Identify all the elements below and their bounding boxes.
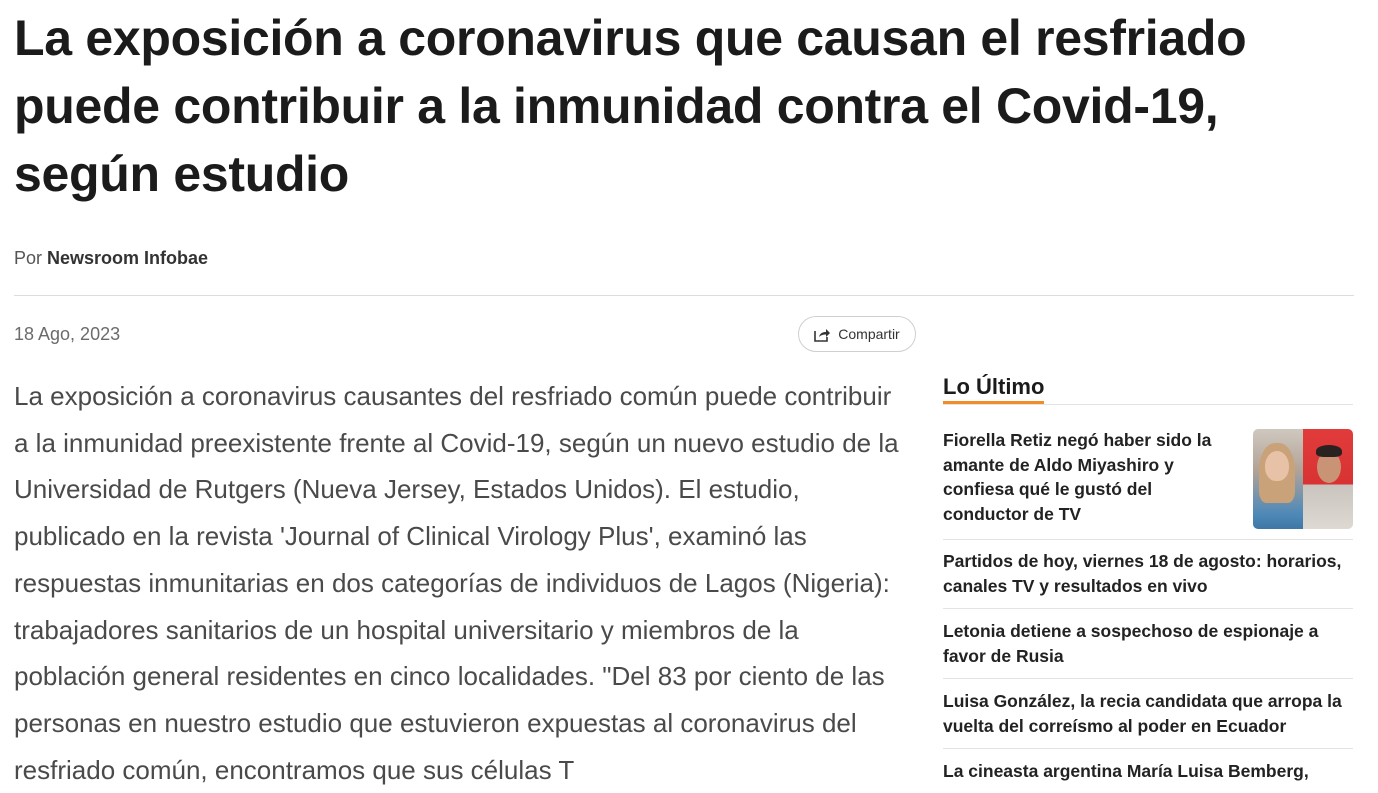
share-button[interactable] [798,316,916,352]
publish-date: 18 Ago, 2023 [14,324,121,344]
byline [14,248,208,269]
news-divider [943,539,1353,540]
news-divider [943,608,1353,609]
share-arrow-icon [814,327,831,342]
byline-prefix: Por [14,248,43,268]
news-divider [943,748,1353,749]
latest-news-item[interactable]: Luisa González, la recia candidata que arropa la vuelta del correísmo al poder en Ecuador [943,691,1342,736]
sidebar-title: Lo Último [943,374,1044,404]
header-divider [14,295,1354,296]
news-thumbnail[interactable] [1253,429,1353,529]
article-body: La exposición a coronavirus causantes del resfriado común puede contribuir a la inmunidad preexistente frente al Covid-19, según un nuevo estudio de la Universidad de Rutgers (Nueva Jersey, Estados Unidos). El estudio, publicado en la revista 'Journal of Clinical Virology Plus', examinó las respuestas inmunitarias en dos categorías de individuos de Lagos (Nigeria): trabajadores sanitarios de un hospital universitario y miembros de la población general residentes en cinco localidades. "Del 83 por ciento de las personas en nuestro estudio que estuvieron expuestas al coronavirus del resfriado común, encontramos que sus células T [14,381,899,785]
latest-news-item[interactable]: Fiorella Retiz negó haber sido la amante de Aldo Miyashiro y confiesa qué le gustó del conductor de TV [943,430,1212,524]
article-headline: La exposición a coronavirus que causan el resfriado puede contribuir a la inmunidad contra el Covid-19, según estudio [14,10,1247,202]
latest-news-item[interactable]: Partidos de hoy, viernes 18 de agosto: horarios, canales TV y resultados en vivo [943,551,1342,596]
sidebar-title-rule [943,404,1353,405]
share-label: Compartir [838,326,900,342]
news-divider [943,678,1353,679]
latest-news-item[interactable]: La cineasta argentina María Luisa Bemberg, [943,761,1309,781]
latest-news-item[interactable]: Letonia detiene a sospechoso de espionaje a favor de Rusia [943,621,1319,666]
author-link[interactable]: Newsroom Infobae [47,248,209,268]
